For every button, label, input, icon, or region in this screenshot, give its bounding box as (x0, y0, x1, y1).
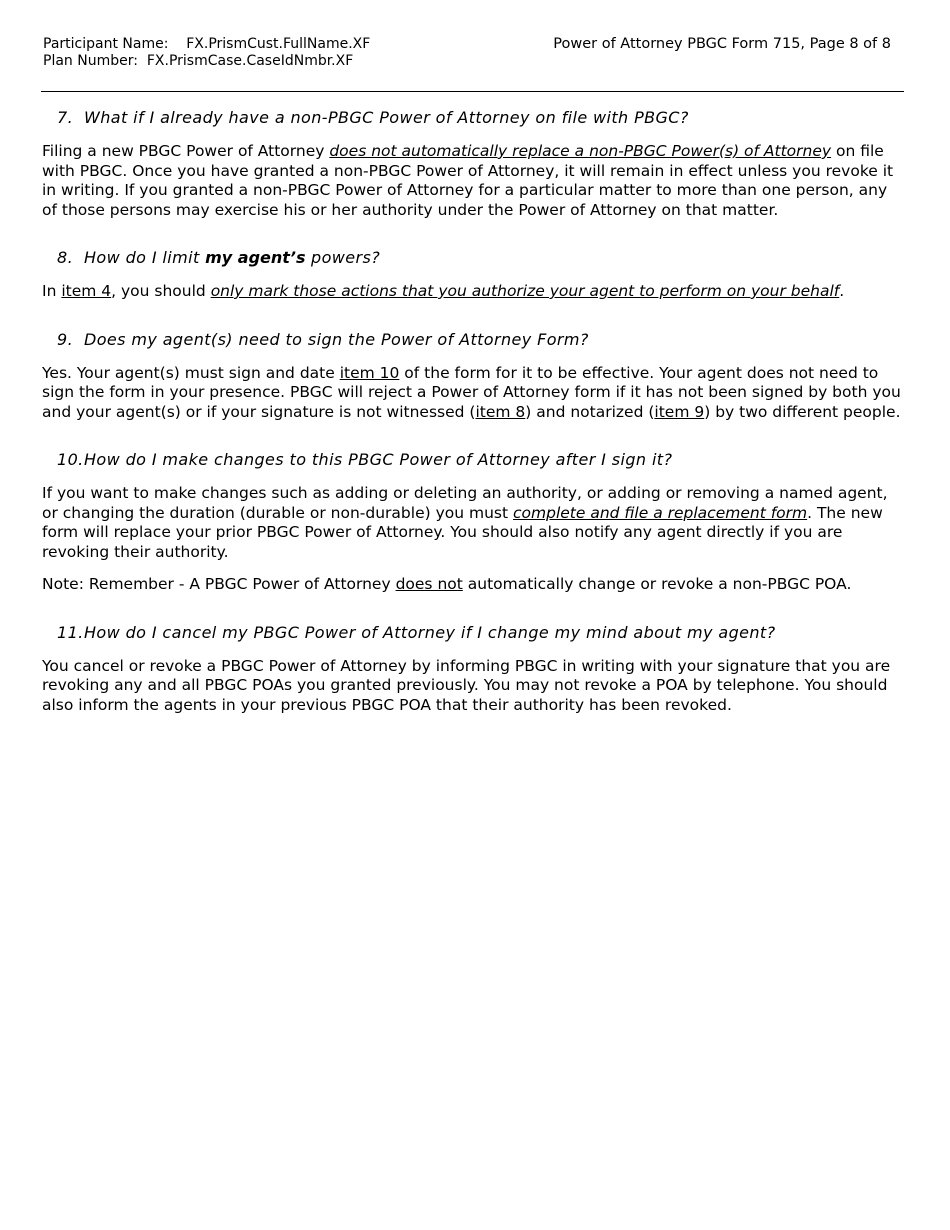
answer-9-item-9-ref: item 9 (654, 402, 705, 421)
answer-8-text-c: . (839, 282, 845, 300)
answer-7-text-a: Filing a new PBGC Power of Attorney (42, 142, 330, 160)
participant-name-line (43, 36, 370, 53)
question-9-text: Does my agent(s) need to sign the Power of Attorney Form? (84, 329, 589, 349)
answer-9-text-a: Yes. Your agent(s) must sign and date (42, 363, 340, 382)
answer-7-paragraph (42, 142, 904, 220)
question-7-number: 7. (57, 108, 74, 127)
question-8-text-c: powers? (305, 248, 381, 267)
page-header (43, 36, 891, 76)
answer-10-text-a: If you want to make changes such as adding or deleting an authority, or adding or removing a named agent, or changing the duration (durable or non-durable) you must (42, 484, 888, 522)
answer-9-text-d: ) by two different people. (704, 402, 901, 421)
answer-7-text-b: on file with PBGC. Once you have granted a non-PBGC Power of Attorney, it will remain in effect unless you revoke it in writing. If you granted a non-PBGC Power of Attorney for a particular matter to more than one person, any of those persons may exercise his or her authority under the Power of Attorney on that matter. (42, 142, 894, 219)
answer-10-note (42, 575, 904, 595)
answer-9-item-10-ref: item 10 (339, 363, 400, 382)
answer-8-text-b: , you should (111, 282, 211, 300)
participant-name-value: FX.PrismCust.FullName.XF (186, 36, 371, 52)
answer-8-item-ref: item 4 (61, 282, 112, 300)
answer-10-paragraph (42, 484, 904, 562)
question-11-heading (57, 623, 904, 643)
participant-name-label: Participant Name: (43, 36, 169, 52)
question-10-text: How do I make changes to this PBGC Power of Attorney after I sign it? (84, 450, 673, 469)
question-8-heading (57, 248, 904, 268)
answer-9-text-b: of the form for it to be effective. Your agent does not need to sign the form in your presence. PBGC will reject a Power of Attorney form if it has not been signed by both you and your agent(s) or if your signature is not witnessed ( (42, 363, 901, 421)
answer-10-note-emphasis: does not (395, 575, 463, 593)
plan-number-line (43, 53, 370, 70)
answer-9-paragraph (42, 364, 904, 423)
header-identifiers (43, 36, 370, 70)
question-7-heading (57, 108, 904, 128)
answer-9-item-8-ref: item 8 (475, 402, 526, 421)
question-11-text: How do I cancel my PBGC Power of Attorney if I change my mind about my agent? (84, 622, 776, 642)
answer-8-emphasis: only mark those actions that you authorize your agent to perform on your behalf (210, 282, 840, 300)
question-10-heading (57, 450, 904, 470)
answer-9-text-c: ) and notarized ( (525, 402, 655, 421)
question-8-text-a: How do I limit (84, 248, 206, 267)
answer-7-emphasis: does not automatically replace a non-PBGC Power(s) of Attorney (329, 142, 832, 160)
question-10-number: 10. (57, 450, 84, 469)
form-title: Power of Attorney PBGC Form 715, Page 8 of 8 (553, 36, 891, 52)
header-divider (41, 91, 904, 92)
question-7-text: What if I already have a non-PBGC Power of Attorney on file with PBGC? (84, 108, 689, 127)
answer-10-text-b: . The new form will replace your prior PBGC Power of Attorney. You should also notify any agent directly if you are revoking their authority. (42, 503, 883, 561)
answer-8-paragraph (42, 282, 904, 302)
faq-content (42, 108, 904, 715)
question-8-text-bold: my agent’s (205, 248, 306, 267)
answer-10-note-text-a: Note: Remember - A PBGC Power of Attorney (42, 575, 396, 593)
plan-number-label: Plan Number: (43, 53, 138, 69)
question-9-number: 9. (57, 329, 74, 349)
question-8-number: 8. (57, 248, 74, 267)
answer-11-paragraph: You cancel or revoke a PBGC Power of Attorney by informing PBGC in writing with your signature that you are revoking any and all PBGC POAs you granted previously. You may not revoke a POA by telephone. You should also inform the agents in your previous PBGC POA that their authority has been revoked. (42, 656, 891, 714)
plan-number-value: FX.PrismCase.CaseIdNmbr.XF (146, 53, 354, 69)
question-9-heading (57, 330, 904, 350)
question-11-number: 11. (57, 622, 84, 642)
answer-8-text-a: In (42, 282, 62, 300)
answer-10-note-text-b: automatically change or revoke a non-PBGC POA. (462, 575, 852, 593)
answer-10-emphasis: complete and file a replacement form (513, 503, 808, 522)
